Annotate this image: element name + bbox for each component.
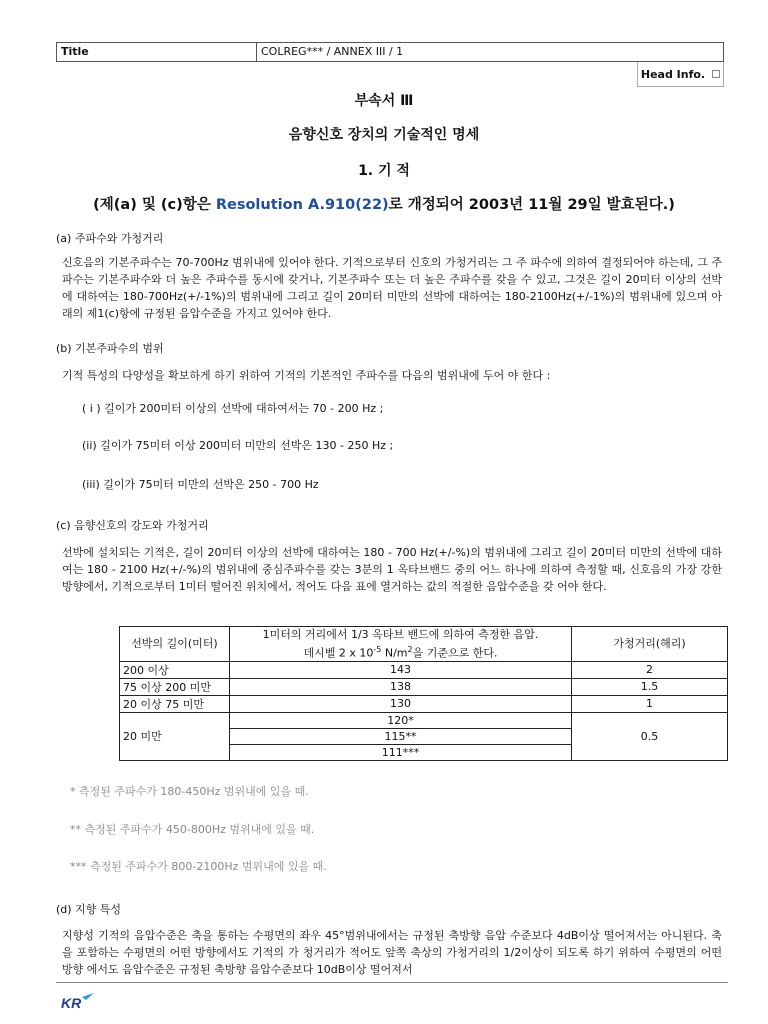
length-cell: 20 이상 75 미만	[120, 695, 230, 712]
range-cell: 1	[572, 695, 728, 712]
list-item: (ii) 길이가 75미터 이상 200미터 미만의 선박은 130 - 250 Hz ;	[82, 439, 394, 452]
header-text: 을 기준으로 한다.	[412, 646, 498, 660]
length-cell: 75 이상 200 미만	[120, 678, 230, 695]
head-info-button[interactable]	[637, 62, 724, 87]
section-d-heading: (d) 지향 특성	[56, 903, 122, 916]
header-text: N/m	[381, 646, 408, 660]
table-row	[120, 712, 728, 728]
level-cell: 120*	[230, 712, 572, 728]
col-length-header: 선박의 길이(미터)	[120, 627, 230, 662]
title-label: Title	[57, 43, 257, 61]
header-text: 데시벨 2 x 10	[303, 646, 374, 660]
range-cell: 1.5	[572, 678, 728, 695]
section-d-text: 지향성 기적의 음압수준은 축을 통하는 수평면의 좌우 45°범위내에서는 규정된 축방향 음압 수준보다 4dB이상 떨어져서는 아니된다. 축을 포함하는 수평면의 어떤 방향에서도 기적의 가 청거리가 적어도 앞쪽 축상의 가청거리의 1/2이상이 되도록 하기 위하여 수평면의 어떤 방향 에서도 음압수준은 규정된 축방향 음압수준보다 10dB이상 떨어져서	[62, 929, 722, 976]
col-level-header-line2	[233, 642, 568, 661]
section-a-heading: (a) 주파수와 가청거리	[56, 232, 164, 245]
table-footnote: * 측정된 주파수가 180-450Hz 범위내에 있을 때.	[70, 785, 309, 798]
section-b-heading: (b) 기본주파수의 범위	[56, 342, 164, 355]
table-row	[120, 678, 728, 695]
annex-title: 부속서 Ⅲ	[354, 93, 414, 109]
header-sup: -5	[373, 645, 382, 654]
section-c-text: 선박에 설치되는 기적은, 길이 20미터 이상의 선박에 대하여는 180 - 700 Hz(+/-%)의 범위내에 그리고 길이 20미터 미만의 선박에 대하여는 180 - 2100 Hz(+/-%)의 범위내에 중심주파수를 갖는 3분의 1 옥타브밴드 중의 어느 하나에 의하여 측정할 때, 신호음의 가장 강한 방향에서, 기적으로부터 1미터 떨어진 위치에서, 적어도 다음 표에 열거하는 값의 적절한 음압수준을 갖 어야 한다.	[62, 546, 722, 593]
length-cell: 200 이상	[120, 661, 230, 678]
resolution-link[interactable]: Resolution A.910(22)	[215, 197, 389, 213]
section-c-heading: (c) 음향신호의 강도와 가청거리	[56, 519, 209, 532]
table-row	[120, 695, 728, 712]
logo-text: KR	[61, 995, 82, 1011]
level-cell: 115**	[230, 728, 572, 744]
expand-icon	[712, 70, 720, 78]
list-item: (iii) 길이가 75미터 미만의 선박은 250 - 700 Hz	[82, 478, 319, 491]
table-footnote: *** 측정된 주파수가 800-2100Hz 범위내에 있을 때.	[70, 860, 327, 873]
section-a-text: 신호음의 기본주파수는 70-700Hz 범위내에 있어야 한다. 기적으로부터 신호의 가청거리는 그 주 파수에 의하여 결정되어야 하는데, 그 주파수는 기본주파수와 더 높은 주파수를 동시에 갖거나, 기본주파수 또는 더 높은 주파수를 갖을 수 있고, 그것은 길이 20미터 이상의 선박에 대하여는 180-700Hz(+/-1%)의 범위내에 그리고 길이 20미터 미만의 선박에 대하여는 180-2100Hz(+/-1%)의 범위내에 있으며 아래의 제1(c)항에 규정된 음압수준을 가지고 있어야 한다.	[62, 256, 722, 320]
range-cell: 2	[572, 661, 728, 678]
amendment-prefix: (제(a) 및 (c)항은	[93, 197, 216, 213]
title-value: COLREG*** / ANNEX III / 1	[261, 45, 404, 58]
table-row	[120, 661, 728, 678]
header-box	[56, 42, 724, 62]
table-footnote: ** 측정된 주파수가 450-800Hz 범위내에 있을 때.	[70, 823, 315, 836]
col-level-header-line1: 1미터의 거리에서 1/3 옥타브 밴드에 의하여 측정한 음압.	[262, 628, 539, 641]
section-title: 1. 기 적	[358, 163, 410, 179]
col-level-header	[230, 627, 572, 662]
level-cell: 130	[230, 695, 572, 712]
range-cell: 0.5	[572, 712, 728, 760]
section-b-text: 기적 특성의 다양성을 확보하게 하기 위하여 기적의 기본적인 주파수를 다음의 범위내에 두어 야 한다 :	[62, 369, 551, 382]
col-range-header: 가청거리(해리)	[572, 627, 728, 662]
level-cell: 138	[230, 678, 572, 695]
amendment-note	[0, 193, 768, 214]
kr-logo-icon	[60, 991, 100, 1013]
length-cell: 20 미만	[120, 712, 230, 760]
table-header-row	[120, 627, 728, 662]
subject-title: 음향신호 장치의 기술적인 명세	[288, 127, 480, 143]
level-cell: 143	[230, 661, 572, 678]
sound-level-table	[119, 626, 728, 761]
head-info-label: Head Info.	[640, 67, 706, 81]
list-item: ( i ) 길이가 200미터 이상의 선박에 대하여서는 70 - 200 Hz ;	[82, 402, 384, 415]
footer-divider	[56, 982, 728, 983]
header-sup: 2	[407, 645, 413, 654]
level-cell: 111***	[230, 744, 572, 760]
amendment-suffix: 로 개정되어 2003년 11월 29일 발효된다.)	[388, 197, 675, 213]
